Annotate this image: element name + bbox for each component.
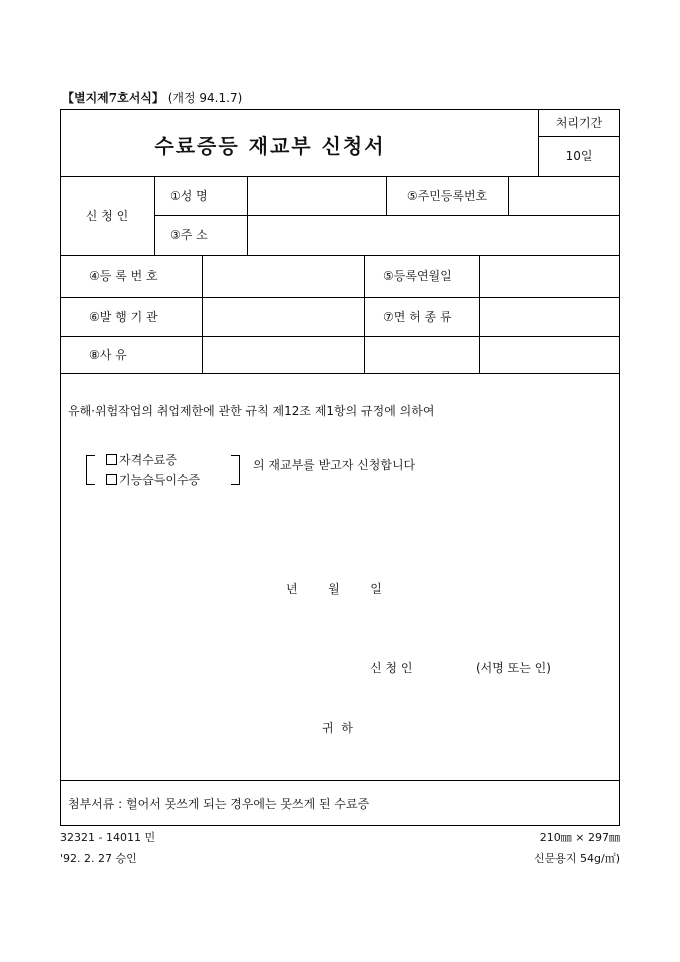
paper-size: 210㎜ × 297㎜ [539,831,620,844]
license-type-field[interactable] [481,299,618,334]
checkbox-certificate[interactable] [106,454,117,465]
date-line: 년 월 일 [286,582,382,596]
processing-value: 10일 [565,149,593,163]
attachment-note: 첨부서류 : 헐어서 못쓰게 되는 경우에는 못쓰게 된 수료증 [68,797,370,811]
rrn-label: ⑤주민등록번호 [406,189,488,203]
applicant-sign-label: 신 청 인 [370,661,413,675]
name-label: ①성 명 [170,189,208,203]
line-row-reason [60,336,620,337]
right-bracket [231,455,240,485]
statement-text: 유해·위험작업의 취업제한에 관한 규칙 제12조 제1항의 규정에 의하여 [68,404,435,418]
issuer-field[interactable] [204,299,362,334]
checkbox-skill-completion[interactable] [106,474,117,485]
applicant-label: 신 청 인 [85,209,129,223]
issuer-label: ⑥발 행 기 관 [89,310,158,324]
option-skill-completion-label: 기능습득이수증 [119,473,201,487]
rows-mid-divider [364,255,365,373]
processing-row-line [538,136,620,137]
address-field[interactable] [249,217,618,253]
line-body-top [60,373,620,374]
request-text: 의 재교부를 받고자 신청합니다 [253,458,416,472]
line-row-reg [60,255,620,256]
rows-label-divider [202,255,203,373]
reason-field[interactable] [204,338,362,371]
reg-no-label: ④등 록 번 호 [89,269,158,283]
reg-no-field[interactable] [204,257,362,295]
rows-right-divider [479,255,480,373]
form-header [62,89,242,106]
rrn-field[interactable] [510,178,618,213]
option-certificate[interactable] [106,453,177,467]
option-certificate-label: 자격수료증 [119,453,177,467]
processing-label: 처리기간 [555,116,603,130]
paper-type: 신문용지 54g/㎡) [534,852,620,865]
address-label: ③주 소 [170,228,208,242]
reason-label: ⑧사 유 [89,348,127,362]
rrn-label-divider-right [508,176,509,215]
revision-date: (개정 94.1.7) [167,91,243,105]
approval-date: '92. 2. 27 승인 [60,852,137,865]
name-field[interactable] [249,178,384,213]
addressee: 귀 하 [322,721,353,735]
line-row-issuer [60,297,620,298]
option-skill-completion[interactable] [106,473,200,487]
line-applicant-top [60,176,620,177]
form-title: 수료증등 재교부 신청서 [154,134,386,158]
left-bracket [86,455,95,485]
license-type-label: ⑦면 허 종 류 [383,310,452,324]
line-attachment-top [60,780,620,781]
reg-date-field[interactable] [481,257,618,295]
form-code: 32321 - 14011 민 [60,831,156,844]
form-number: 【별지제7호서식】 [62,91,164,105]
reg-date-label: ⑤등록연월일 [383,269,452,283]
line-applicant-mid [154,215,620,216]
signature-note: (서명 또는 인) [476,661,551,675]
